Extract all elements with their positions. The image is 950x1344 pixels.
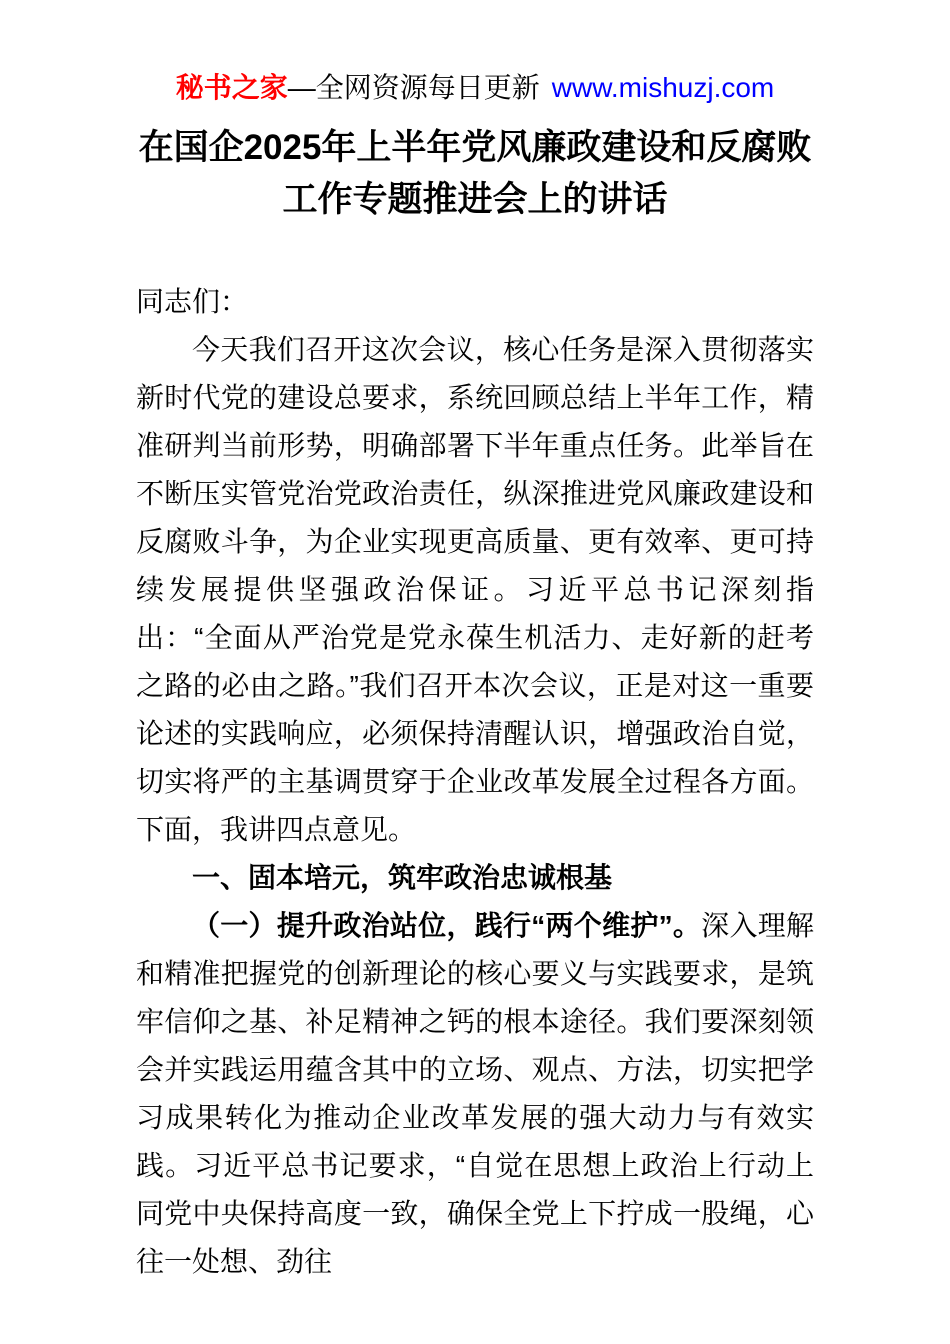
- document-body: [136, 278, 814, 1286]
- site-header: [136, 0, 814, 106]
- salutation: 同志们：: [136, 286, 249, 317]
- paragraph-text: 深入理解和精准把握党的创新理论的核心要义与实践要求，是筑牢信仰之基、补足精神之钙的根本途径。我们要深刻领会并实践运用蕴含其中的立场、观点、方法，切实把学习成果转化为推动企业改革发展的强大动力与有效实践。习近平总书记要求，“自觉在思想上政治上行动上同党中央保持高度一致，确保全党上下拧成一股绳，心往一处想、劲往: [136, 910, 814, 1277]
- paragraph-subsection: [136, 902, 814, 1286]
- document-title: [136, 122, 814, 226]
- paragraph-lead: （一）提升政治站位，践行“两个维护”。: [192, 910, 702, 941]
- document-title-line2: 工作专题推进会上的讲话: [282, 180, 668, 219]
- site-url-link[interactable]: www.mishuzj.com: [551, 72, 775, 103]
- section-heading-1: 一、固本培元，筑牢政治忠诚根基: [192, 862, 613, 893]
- site-brand: 秘书之家: [175, 72, 288, 103]
- site-tagline: —全网资源每日更新: [287, 72, 540, 103]
- document-title-line1: 在国企2025年上半年党风廉政建设和反腐败: [138, 128, 812, 167]
- paragraph-opening: 今天我们召开这次会议，核心任务是深入贯彻落实新时代党的建设总要求，系统回顾总结上半年工作，精准研判当前形势，明确部署下半年重点任务。此举旨在不断压实管党治党政治责任，纵深推进党风廉政建设和反腐败斗争，为企业实现更高质量、更有效率、更可持续发展提供坚强政治保证。习近平总书记深刻指出：“全面从严治党是党永葆生机活力、走好新的赶考之路的必由之路。”我们召开本次会议，正是对这一重要论述的实践响应，必须保持清醒认识，增强政治自觉，切实将严的主基调贯穿于企业改革发展全过程各方面。下面，我讲四点意见。: [136, 334, 814, 845]
